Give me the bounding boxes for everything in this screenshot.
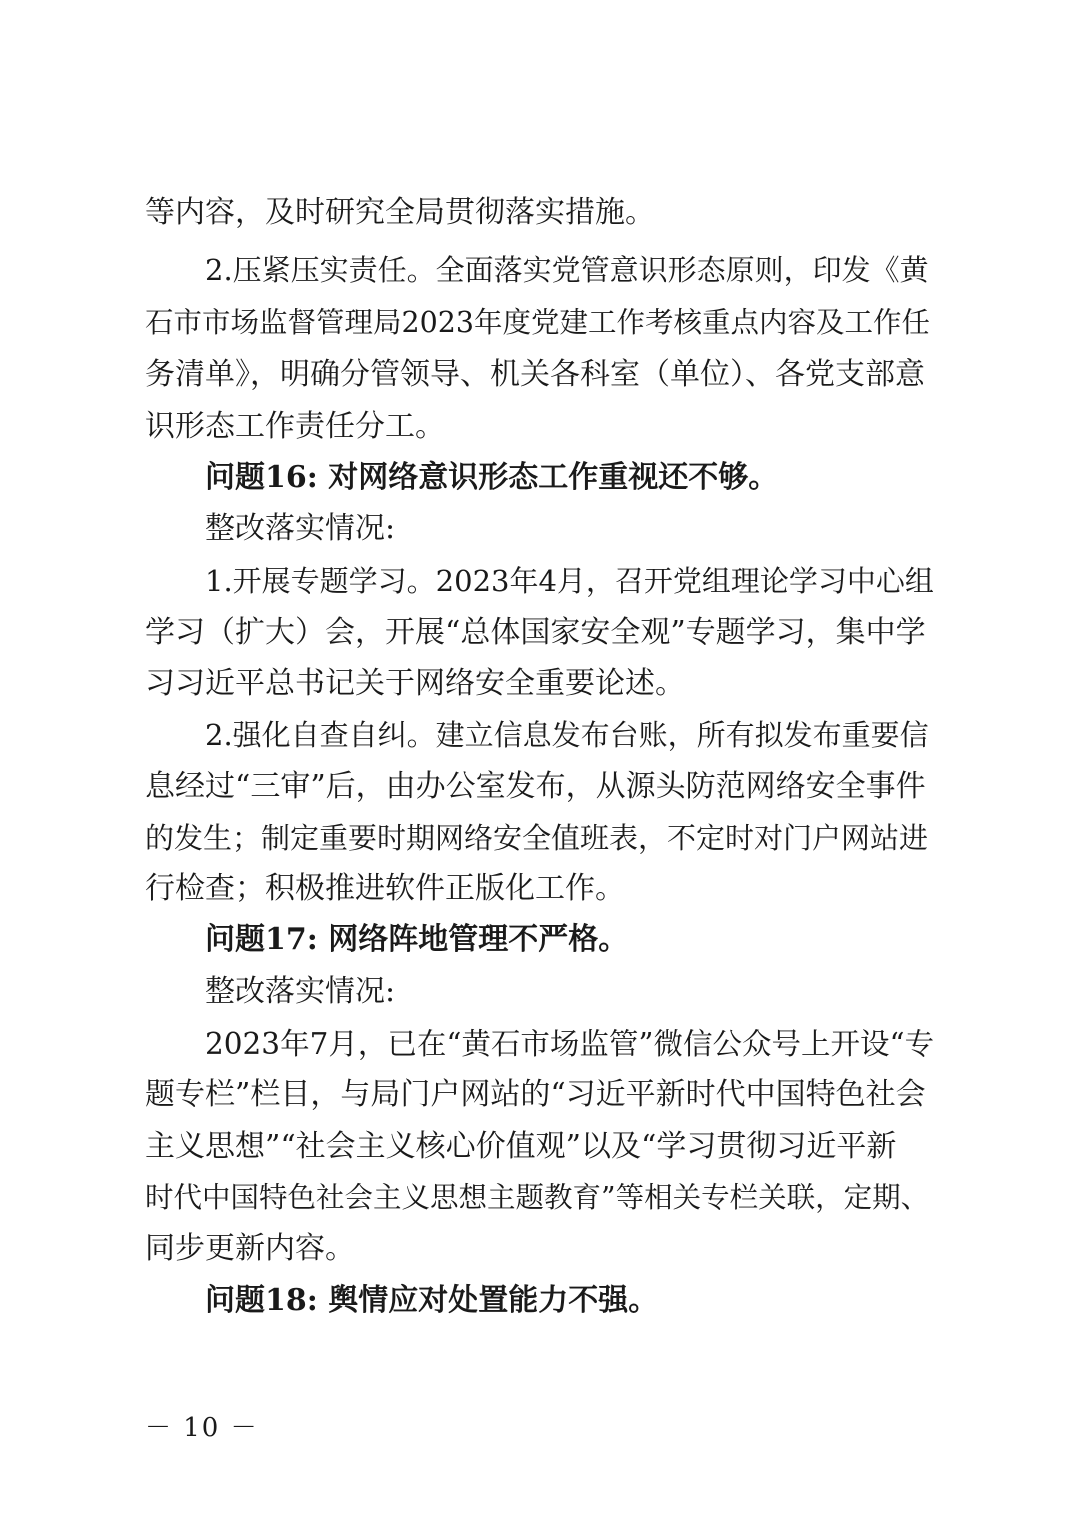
issue-heading: 问题16: 对网络意识形态工作重视还不够。	[205, 460, 779, 495]
paragraph-line: 时代中国特色社会主义思想主题教育”等相关专栏关联，定期、	[145, 1181, 930, 1214]
paragraph-line: 息经过“三审”后，由办公室发布，从源头防范网络安全事件	[145, 769, 926, 804]
paragraph-line: 2.强化自查自纠。建立信息发布台账，所有拟发布重要信	[205, 718, 929, 752]
paragraph-line: 2023年7月，已在“黄石市场监管”微信公众号上开设“专	[205, 1027, 935, 1061]
paragraph-line: 整改落实情况:	[205, 974, 396, 1009]
paragraph-line: 的发生；制定重要时期网络安全值班表，不定时对门户网站进	[145, 821, 929, 855]
paragraph-line: 1.开展专题学习。2023年4月，召开党组理论学习中心组	[205, 564, 934, 598]
paragraph-line: 石市市场监督管理局2023年度党建工作考核重点内容及工作任	[145, 306, 931, 339]
paragraph-line: 主义思想”“社会主义核心价值观”以及“学习贯彻习近平新	[145, 1129, 897, 1164]
paragraph-line: 等内容，及时研究全局贯彻落实措施。	[145, 195, 655, 230]
paragraph-line: 务清单》，明确分管领导、机关各科室（单位）、各党支部意	[145, 357, 925, 392]
issue-heading: 问题17: 网络阵地管理不严格。	[205, 922, 629, 957]
paragraph-line: 2.压紧压实责任。全面落实党管意识形态原则，印发《黄	[205, 253, 929, 287]
issue-heading: 问题18: 舆情应对处置能力不强。	[205, 1283, 659, 1318]
paragraph-line: 行检查；积极推进软件正版化工作。	[145, 871, 625, 906]
paragraph-line: 题专栏”栏目，与局门户网站的“习近平新时代中国特色社会	[145, 1077, 926, 1112]
paragraph-line: 同步更新内容。	[145, 1231, 355, 1266]
paragraph-line: 习习近平总书记关于网络安全重要论述。	[145, 666, 685, 701]
paragraph-line: 学习（扩大）会，开展“总体国家安全观”专题学习，集中学	[145, 615, 926, 650]
paragraph-line: 识形态工作责任分工。	[145, 409, 445, 444]
page-number: － 10 －	[145, 1413, 259, 1443]
paragraph-line: 整改落实情况:	[205, 511, 396, 546]
